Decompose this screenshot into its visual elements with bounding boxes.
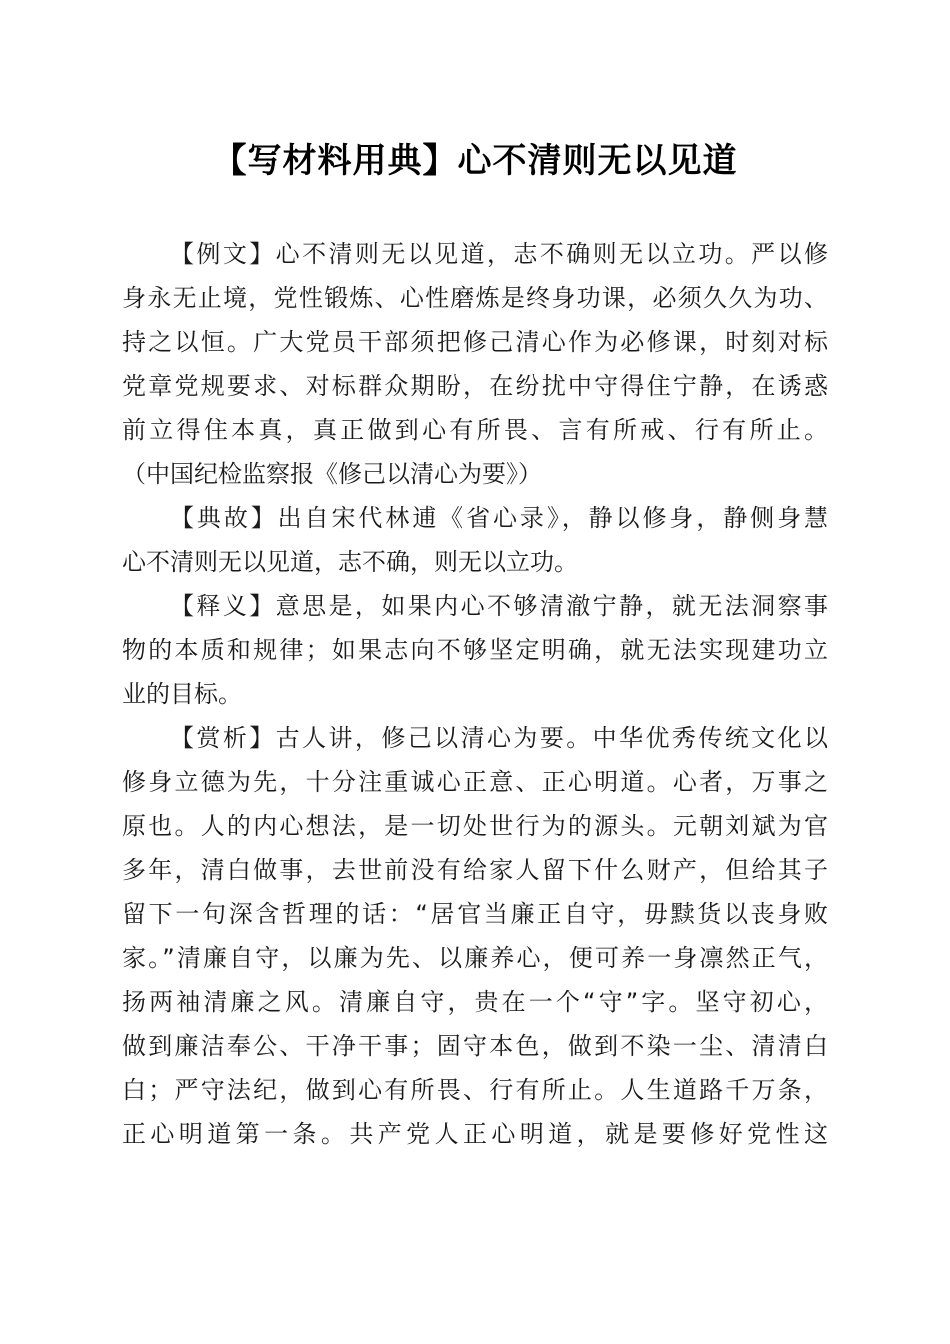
paragraph-line: 持之以恒。广大党员干部须把修己清心作为必修课，时刻对标 xyxy=(122,328,828,356)
paragraph-line: 【释义】意思是，如果内心不够清澈宁静，就无法洞察事 xyxy=(170,592,828,620)
paragraph-line: 物的本质和规律；如果志向不够坚定明确，就无法实现建功立 xyxy=(122,636,828,664)
paragraph-line: 修身立德为先，十分注重诚心正意、正心明道。心者，万事之 xyxy=(122,768,828,796)
document-title: 【写材料用典】心不清则无以见道 xyxy=(212,141,738,181)
paragraph-line: 多年，清白做事，去世前没有给家人留下什么财产，但给其子 xyxy=(122,856,828,884)
paragraph-line: （中国纪检监察报《修己以清心为要》） xyxy=(122,460,542,488)
paragraph-line: 业的目标。 xyxy=(122,680,242,708)
paragraph-line: 【典故】出自宋代林逋《省心录》，静以修身，静侧身慧 xyxy=(170,504,828,532)
paragraph-line: 白；严守法纪，做到心有所畏、行有所止。人生道路千万条， xyxy=(122,1076,828,1104)
paragraph-line: 党章党规要求、对标群众期盼，在纷扰中守得住宁静，在诱惑 xyxy=(122,372,828,400)
paragraph-line: 做到廉洁奉公、干净干事；固守本色，做到不染一尘、清清白 xyxy=(122,1032,828,1060)
paragraph-line: 留下一句深含哲理的话：“居官当廉正自守，毋黩货以丧身败 xyxy=(122,900,828,928)
paragraph-line: 原也。人的内心想法，是一切处世行为的源头。元朝刘斌为官 xyxy=(122,812,828,840)
paragraph-line: 正心明道第一条。共产党人正心明道，就是要修好党性这 xyxy=(122,1120,828,1148)
paragraph-line: 扬两袖清廉之风。清廉自守，贵在一个“守”字。坚守初心， xyxy=(122,988,828,1016)
paragraph-line: 心不清则无以见道，志不确，则无以立功。 xyxy=(122,548,578,576)
paragraph-line: 身永无止境，党性锻炼、心性磨炼是终身功课，必须久久为功、 xyxy=(122,284,828,312)
paragraph-line: 家。”清廉自守，以廉为先、以廉养心，便可养一身凛然正气， xyxy=(122,944,828,972)
document-body xyxy=(122,232,828,1156)
paragraph-line: 前立得住本真，真正做到心有所畏、言有所戒、行有所止。 xyxy=(122,416,828,444)
paragraph-line: 【赏析】古人讲，修己以清心为要。中华优秀传统文化以 xyxy=(170,724,828,752)
paragraph-line: 【例文】心不清则无以见道，志不确则无以立功。严以修 xyxy=(170,240,828,268)
